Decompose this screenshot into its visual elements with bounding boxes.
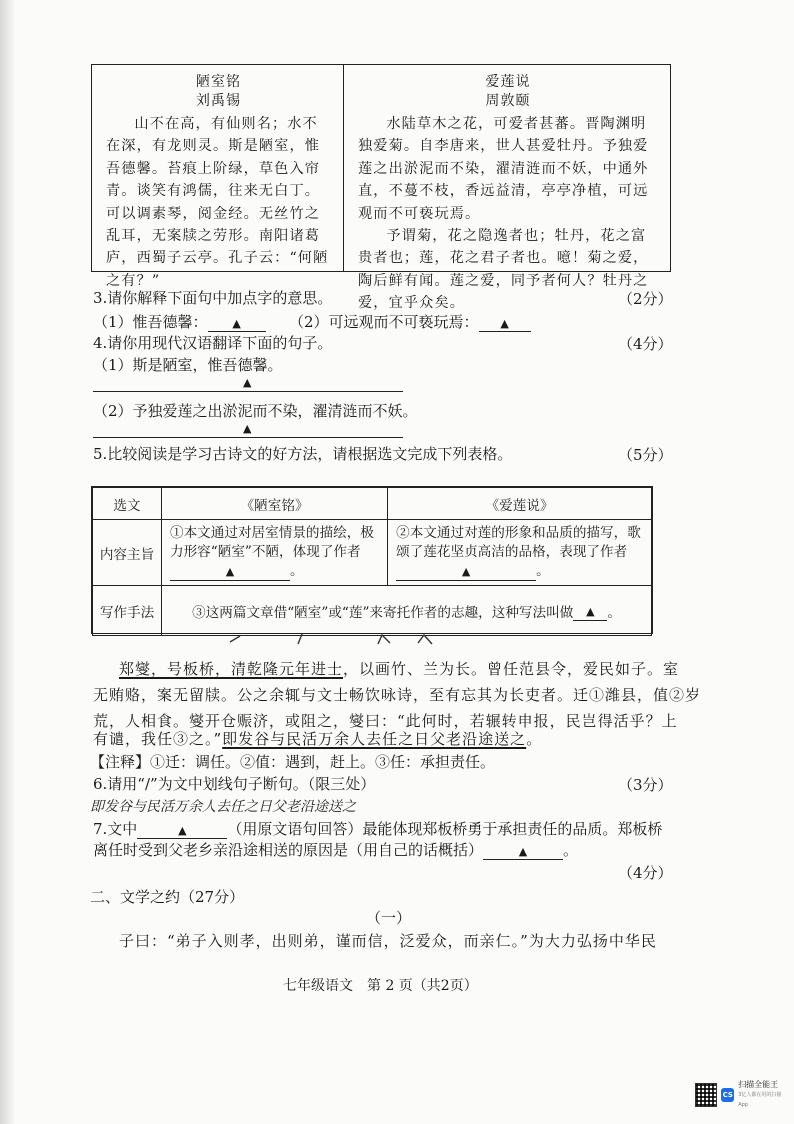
passage-line-4-end: 。 bbox=[526, 730, 543, 748]
table-header-left: 《陋室铭》 bbox=[162, 488, 388, 520]
answer-line[interactable] bbox=[93, 390, 403, 392]
answer-blank[interactable] bbox=[573, 603, 607, 621]
scanner-badge-title: 扫描全能王 bbox=[738, 1080, 779, 1089]
poem-right-title: 爱莲说 bbox=[485, 74, 531, 90]
question-4-score: （4分） bbox=[618, 335, 673, 353]
poem-right-paragraph-2: 予谓菊，花之隐逸者也；牡丹，花之富贵者也；莲，花之君子者也。噫！菊之爱，陶后鲜有闻。莲之爱，同予者何人？牡丹之爱，宜乎众矣。 bbox=[358, 228, 649, 312]
pen-stroke-mark bbox=[228, 632, 448, 646]
theme-left-text: ①本文通过对居室情景的描绘，极力形容“陋室”不陋，体现了作者 bbox=[170, 525, 374, 560]
period: 。 bbox=[536, 563, 550, 579]
period: 。 bbox=[607, 604, 621, 621]
section-2-subheading: （一） bbox=[366, 909, 412, 927]
technique-text: ③这两篇文章借“陋室”或“莲”来寄托作者的志趣，这种写法叫做 bbox=[192, 604, 574, 621]
passage-line-4 bbox=[93, 726, 542, 752]
table-header-selection: 选文 bbox=[93, 488, 162, 520]
answer-blank[interactable] bbox=[483, 842, 563, 860]
triangle-marker-icon: ▲ bbox=[586, 604, 595, 618]
poem-left-body: 山不在高，有仙则名；水不在深，有龙则灵。斯是陋室，惟吾德馨。苔痕上阶绿，草色入帘青。谈笑有鸿儒，往来无白丁。可以调素琴，阅金经。无丝竹之乱耳，无案牍之劳形。南阳诸葛庐，西蜀子云亭。孔子云：“何陋之有？” bbox=[106, 116, 329, 289]
table-row-label-theme: 内容主旨 bbox=[93, 520, 162, 586]
period: 。 bbox=[563, 841, 579, 859]
question-7-line-1 bbox=[93, 819, 662, 839]
triangle-marker-icon: ▲ bbox=[243, 376, 252, 389]
triangle-marker-icon: ▲ bbox=[243, 422, 252, 435]
scanner-badge-subtitle: 3亿人都在用的扫描App bbox=[738, 1092, 782, 1108]
table-cell-technique bbox=[162, 586, 652, 636]
question-3-item-2 bbox=[289, 312, 531, 332]
question-4-item-1: （1）斯是陋室，惟吾德馨。 bbox=[93, 356, 283, 374]
comparison-table bbox=[91, 486, 653, 634]
table-header-right: 《爱莲说》 bbox=[388, 488, 652, 520]
poem-right-paragraph-1: 水陆草木之花，可爱者甚蕃。晋陶渊明独爱菊。自李唐来，世人甚爱牡丹。予独爱莲之出淤泥而不染，濯清涟而不妖，中通外直，不蔓不枝，香远益清，亭亭净植，可远观而不可亵玩焉。 bbox=[358, 116, 649, 222]
triangle-marker-icon: ▲ bbox=[232, 317, 241, 330]
poem-left-column bbox=[92, 65, 344, 289]
triangle-marker-icon: ▲ bbox=[225, 565, 235, 578]
table-cell-theme-left bbox=[162, 520, 388, 586]
question-6-text: 6.请用“/”为文中划线句子断句。（限三处） bbox=[93, 775, 376, 793]
answer-blank[interactable] bbox=[479, 314, 531, 332]
question-4-item-2: （2）予独爱莲之出淤泥而不染，濯清涟而不妖。 bbox=[93, 402, 418, 420]
poem-left-author: 刘禹锡 bbox=[195, 93, 242, 109]
question-3-score: （2分） bbox=[618, 290, 673, 308]
page-edge-shadow bbox=[0, 0, 14, 1124]
question-6-score: （3分） bbox=[618, 776, 673, 794]
underlined-sentence-2: 即发谷与民活万余人去任之日父老沿途送之 bbox=[222, 730, 527, 748]
question-3-text: 3.请你解释下面句中加点字的意思。 bbox=[93, 289, 333, 307]
answer-blank[interactable] bbox=[208, 314, 266, 332]
answer-blank[interactable] bbox=[137, 821, 227, 839]
question-3-item-1-label: （1）惟吾德馨： bbox=[93, 313, 208, 331]
answer-blank[interactable] bbox=[170, 563, 290, 581]
passage-line-4-start: 有谴，我任③之。” bbox=[93, 730, 223, 748]
passage-line-1: ，以画竹、兰为长。曾任范县令，爱民如子。室 bbox=[343, 660, 680, 678]
answer-blank[interactable] bbox=[396, 563, 536, 581]
question-7-mid: （用原文语句回答）最能体现郑板桥勇于承担责任的品质。郑板桥 bbox=[227, 820, 663, 838]
passage-line-3: 荒，人相食。燮开仓赈济，或阻之，燮曰：“此何时，若辗转申报，民岂得活乎？上 bbox=[93, 712, 678, 730]
question-5-score: （5分） bbox=[618, 446, 673, 464]
question-7-line-2-text: 离任时受到父老乡亲沿途相送的原因是（用自己的话概括） bbox=[93, 841, 484, 859]
poem-left-title: 陋室铭 bbox=[195, 74, 242, 90]
passage-notes: 【注释】①迁：调任。②值：遇到，赶上。③任：承担责任。 bbox=[90, 753, 496, 771]
theme-right-text: ②本文通过对莲的形象和品质的描写，歌颂了莲花坚贞高洁的品格，表现了作者 bbox=[396, 525, 641, 560]
table-row-label-technique: 写作手法 bbox=[93, 586, 162, 636]
passage-line-2: 无贿赂，案无留牍。公之余辄与文士畅饮咏诗，至有忘其为长吏者。迁①潍县，值②岁 bbox=[93, 686, 702, 704]
page-footer: 七年级语文 第 2 页（共2页） bbox=[283, 978, 478, 994]
period: 。 bbox=[290, 563, 304, 579]
triangle-marker-icon: ▲ bbox=[178, 824, 187, 837]
question-7-line-2 bbox=[93, 840, 578, 860]
answer-line[interactable] bbox=[93, 436, 403, 438]
section-2-paragraph: 子曰：“弟子入则孝，出则弟，谨而信，泛爱众，而亲仁。”为大力弘扬中华民 bbox=[119, 932, 657, 950]
scanner-badge-text bbox=[738, 1080, 787, 1110]
question-3-item-1 bbox=[93, 312, 266, 332]
triangle-marker-icon: ▲ bbox=[518, 845, 528, 858]
question-7-score: （4分） bbox=[618, 864, 673, 882]
poem-right-author: 周敦颐 bbox=[485, 93, 531, 109]
question-5-text: 5.比较阅读是学习古诗文的好方法，请根据选文完成下列表格。 bbox=[93, 445, 513, 463]
underlined-sentence-1: 郑燮，号板桥，清乾隆元年进士 bbox=[119, 660, 344, 678]
triangle-marker-icon: ▲ bbox=[500, 317, 509, 330]
triangle-marker-icon: ▲ bbox=[461, 565, 471, 578]
question-6-handwritten-answer: 即发谷与民活万余人去任之日父老沿途送之 bbox=[90, 799, 356, 815]
question-7-prefix: 7.文中 bbox=[93, 820, 138, 838]
camscanner-logo-icon: CS bbox=[721, 1088, 734, 1102]
zheng-passage bbox=[119, 656, 679, 682]
qr-code-icon bbox=[695, 1083, 717, 1107]
question-3-item-2-label: （2）可远观而不可亵玩焉： bbox=[289, 313, 479, 331]
scanner-badge bbox=[695, 1080, 787, 1108]
table-cell-theme-right bbox=[388, 520, 652, 586]
section-2-heading: 二、文学之约（27分） bbox=[90, 888, 245, 906]
question-4-text: 4.请你用现代汉语翻译下面的句子。 bbox=[93, 334, 333, 352]
